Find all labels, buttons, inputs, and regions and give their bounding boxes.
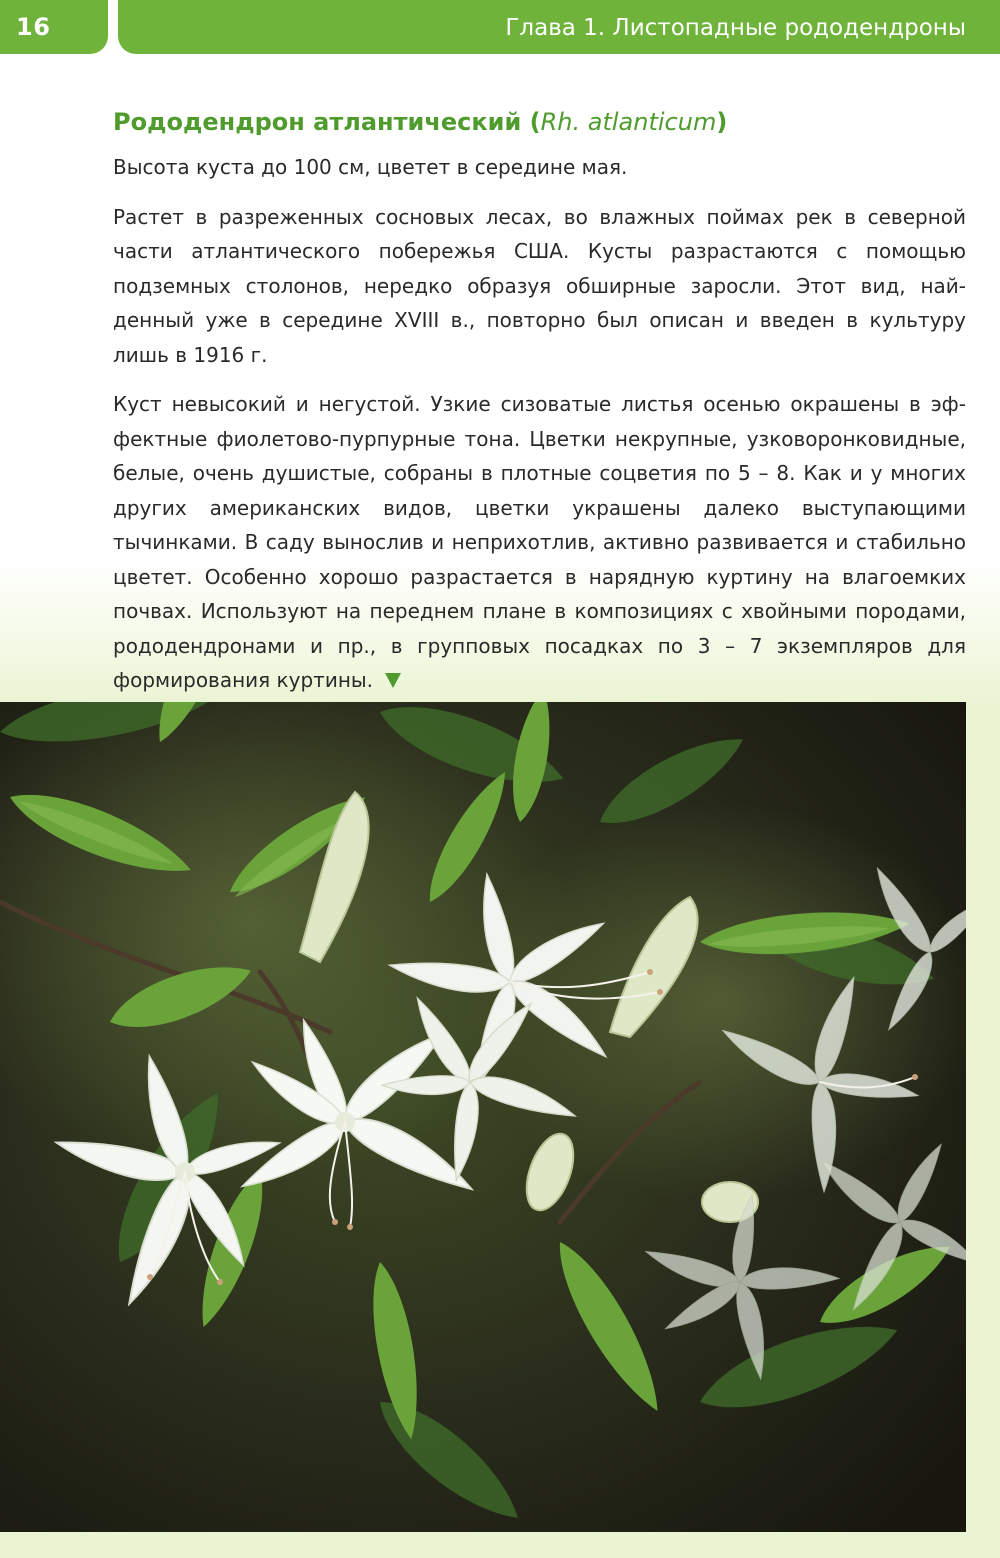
species-latin-name: Rh. atlanticum <box>540 108 717 136</box>
flower-photo <box>0 702 966 1532</box>
triangle-down-icon <box>385 673 401 688</box>
page-number: 16 <box>16 13 51 41</box>
chapter-title: Глава 1. Листопадные рододендроны <box>505 15 966 41</box>
paragraph-description-text: Куст невысокий и негустой. Узкие сизоватые листья осенью окрашены в эффектные фиолетово-пурпурные тона. Цветки некрупные, узковоронковидные, белые, очень душистые, собраны в плотные соцветия по 5 – 8. Как и у многих других американских видов, цветки украшены далеко выступающими тычинками. В саду вынослив и неприхотлив, активно развивается и стабильно цветет. Особенно хорошо разрастается в нарядную куртину на влагоемких почвах. Используют на переднем плане в композициях с хвойными породами, рододендронами и пр., в групповых посадках по 3 – 7 экземпляров для формирования куртины. <box>113 392 966 692</box>
chapter-header-bar <box>118 0 1000 54</box>
flower-photo-illustration <box>0 702 966 1532</box>
paragraph-height-bloom: Высота куста до 100 см, цветет в середине мая. <box>113 155 628 179</box>
paragraph-habitat: Растет в разреженных сосновых лесах, во влажных поймах рек в северной части атлантического побережья США. Кусты разрастаются с помощью подземных столонов, нередко образуя обширные заросли. Этот вид, найденный уже в середине XVIII в., повторно был описан и введен в культуру лишь в 1916 г. <box>113 204 966 367</box>
paren-open: ( <box>521 108 541 136</box>
species-heading <box>113 104 966 140</box>
species-name: Рододендрон атлантический <box>113 108 522 136</box>
article <box>113 104 966 698</box>
paren-close: ) <box>716 108 728 136</box>
paragraph-description <box>113 387 966 698</box>
page-number-tab <box>0 0 108 54</box>
